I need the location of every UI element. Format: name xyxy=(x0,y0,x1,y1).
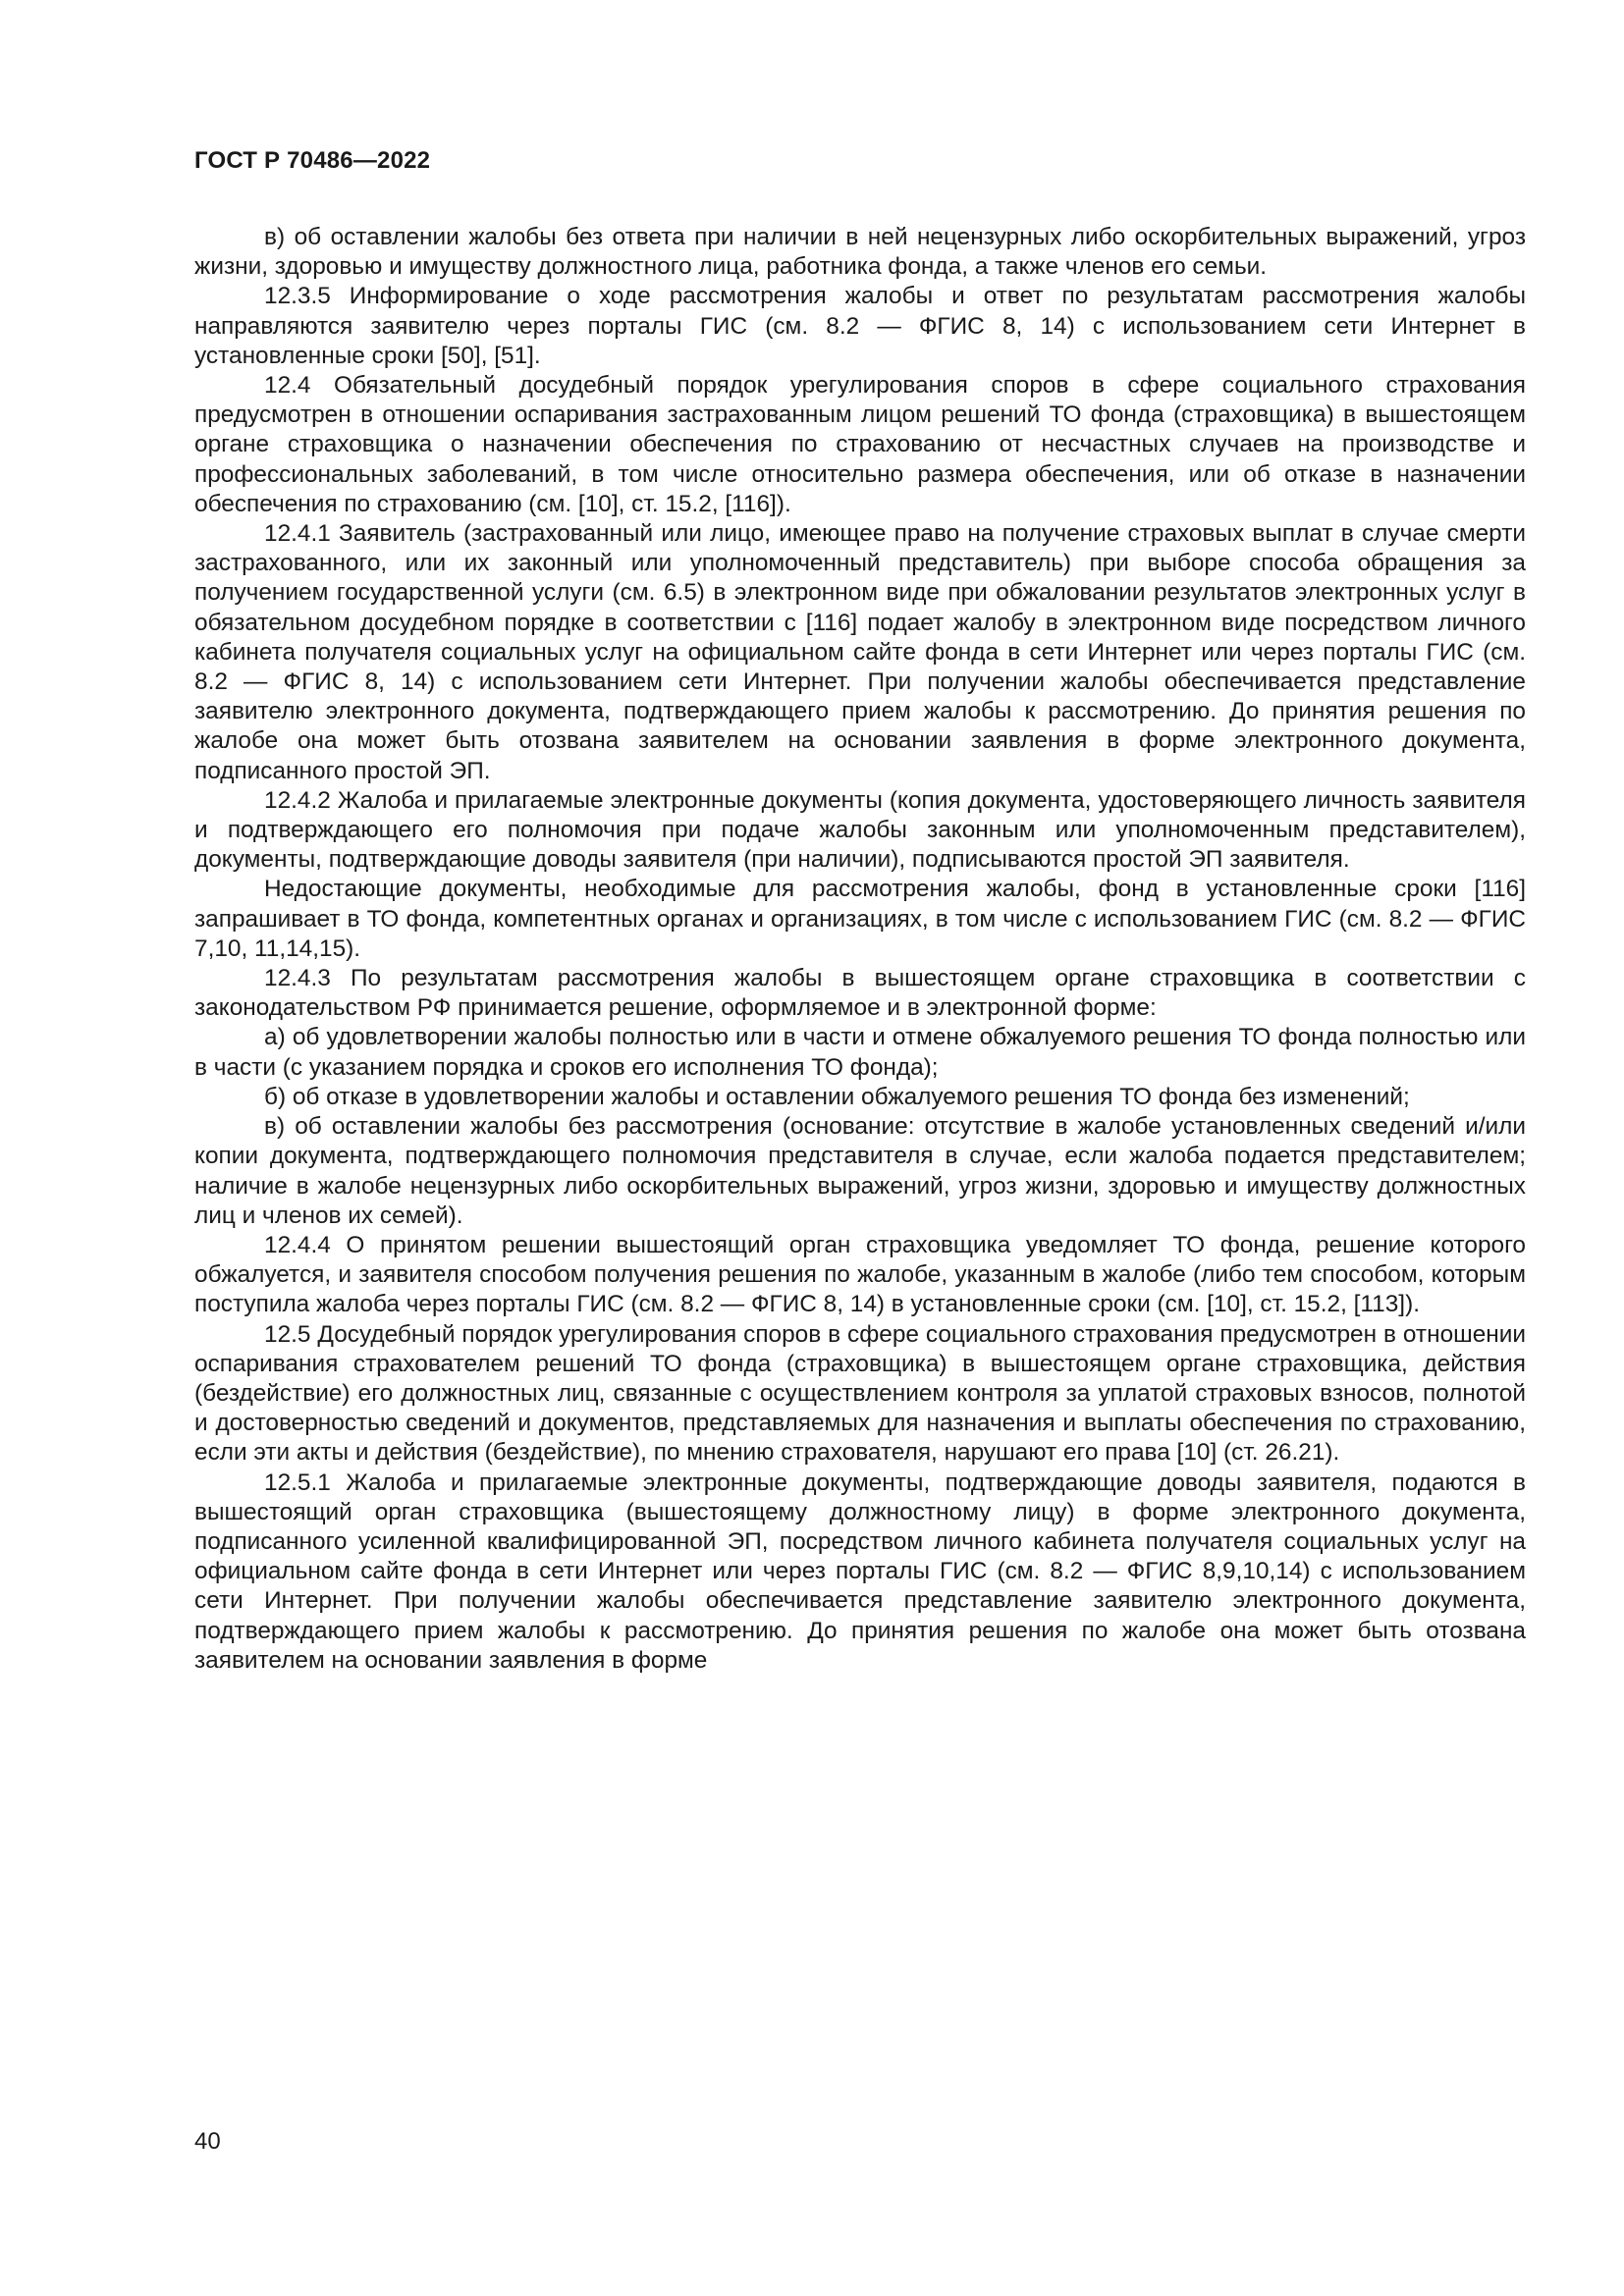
document-body xyxy=(194,223,1526,1676)
paragraph: 12.5.1 Жалоба и прилагаемые электронные документы, подтверждающие доводы заявителя, подаются в вышестоящий орган страховщика (вышестоящему должностному лицу) в форме электронного документа, подписанного усиленной квалифицированной ЭП, посредством личного кабинета получателя социальных услуг на официальном сайте фонда в сети Интернет или через порталы ГИС (см. 8.2 — ФГИС 8,9,10,14) с использованием сети Интернет. При получении жалобы обеспечивается представление заявителю электронного документа, подтверждающего прием жалобы к рассмотрению. До принятия решения по жалобе она может быть отозвана заявителем на основании заявления в форме xyxy=(194,1468,1526,1674)
paragraph: а) об удовлетворении жалобы полностью или в части и отмене обжалуемого решения ТО фонда полностью или в части (с указанием порядка и сроков его исполнения ТО фонда); xyxy=(194,1024,1526,1081)
page-header-standard-id: ГОСТ Р 70486—2022 xyxy=(194,147,431,174)
paragraph: в) об оставлении жалобы без ответа при наличии в ней нецензурных либо оскорбительных выражений, угроз жизни, здоровью и имуществу должностного лица, работника фонда, а также членов его семьи. xyxy=(194,224,1526,281)
paragraph: Недостающие документы, необходимые для рассмотрения жалобы, фонд в установленные сроки [116] запрашивает в ТО фонда, компетентных органах и организациях, в том числе с использованием ГИС (см. 8.2 — ФГИС 7,10, 11,14,15). xyxy=(194,876,1526,962)
paragraph: 12.4.4 О принятом решении вышестоящий орган страховщика уведомляет ТО фонда, решение которого обжалуется, и заявителя способом получения решения по жалобе, указанным в жалобе (либо тем способом, которым поступила жалоба через порталы ГИС (см. 8.2 — ФГИС 8, 14) в установленные сроки (см. [10], ст. 15.2, [113]). xyxy=(194,1231,1526,1318)
page-number: 40 xyxy=(194,2128,221,2155)
paragraph: 12.4 Обязательный досудебный порядок урегулирования споров в сфере социального страхования предусмотрен в отношении оспаривания застрахованным лицом решений ТО фонда (страховщика) в вышестоящем органе страховщика о назначении обеспечения по страхованию от несчастных случаев на производстве и профессиональных заболеваний, в том числе относительно размера обеспечения, или об отказе в назначении обеспечения по страхованию (см. [10], ст. 15.2, [116]). xyxy=(194,372,1526,517)
paragraph: 12.4.1 Заявитель (застрахованный или лицо, имеющее право на получение страховых выплат в случае смерти застрахованного, или их законный или уполномоченный представитель) при выборе способа обращения за получением государственной услуги (см. 6.5) в электронном виде при обжаловании результатов электронных услуг в обязательном досудебном порядке в соответствии с [116] подает жалобу в электронном виде посредством личного кабинета получателя социальных услуг на официальном сайте фонда в сети Интернет или через порталы ГИС (см. 8.2 — ФГИС 8, 14) с использованием сети Интернет. При получении жалобы обеспечивается представление заявителю электронного документа, подтверждающего прием жалобы к рассмотрению. До принятия решения по жалобе она может быть отозвана заявителем на основании заявления в форме электронного документа, подписанного простой ЭП. xyxy=(194,520,1526,784)
paragraph: 12.4.3 По результатам рассмотрения жалобы в вышестоящем органе страховщика в соответствии с законодательством РФ принимается решение, оформляемое и в электронной форме: xyxy=(194,965,1526,1022)
paragraph: в) об оставлении жалобы без рассмотрения (основание: отсутствие в жалобе установленных сведений и/или копии документа, подтверждающего полномочия представителя в случае, если жалоба подается представителем; наличие в жалобе нецензурных либо оскорбительных выражений, угроз жизни, здоровью и имуществу должностных лиц и членов их семей). xyxy=(194,1113,1526,1229)
paragraph: 12.4.2 Жалоба и прилагаемые электронные документы (копия документа, удостоверяющего личность заявителя и подтверждающего его полномочия при подаче жалобы законным или уполномоченным представителем), документы, подтверждающие доводы заявителя (при наличии), подписываются простой ЭП заявителя. xyxy=(194,786,1526,874)
paragraph: б) об отказе в удовлетворении жалобы и оставлении обжалуемого решения ТО фонда без изменений; xyxy=(264,1083,1410,1110)
paragraph: 12.5 Досудебный порядок урегулирования споров в сфере социального страхования предусмотрен в отношении оспаривания страхователем решений ТО фонда (страховщика) в вышестоящем органе страховщика, действия (бездействие) его должностных лиц, связанные с осуществлением контроля за уплатой страховых взносов, полнотой и достоверностью сведений и документов, представляемых для назначения и выплаты обеспечения по страхованию, если эти акты и действия (бездействие), по мнению страхователя, нарушают его права [10] (ст. 26.21). xyxy=(194,1320,1526,1467)
paragraph: 12.3.5 Информирование о ходе рассмотрения жалобы и ответ по результатам рассмотрения жалобы направляются заявителю через порталы ГИС (см. 8.2 — ФГИС 8, 14) с использованием сети Интернет в установленные сроки [50], [51]. xyxy=(194,283,1526,369)
